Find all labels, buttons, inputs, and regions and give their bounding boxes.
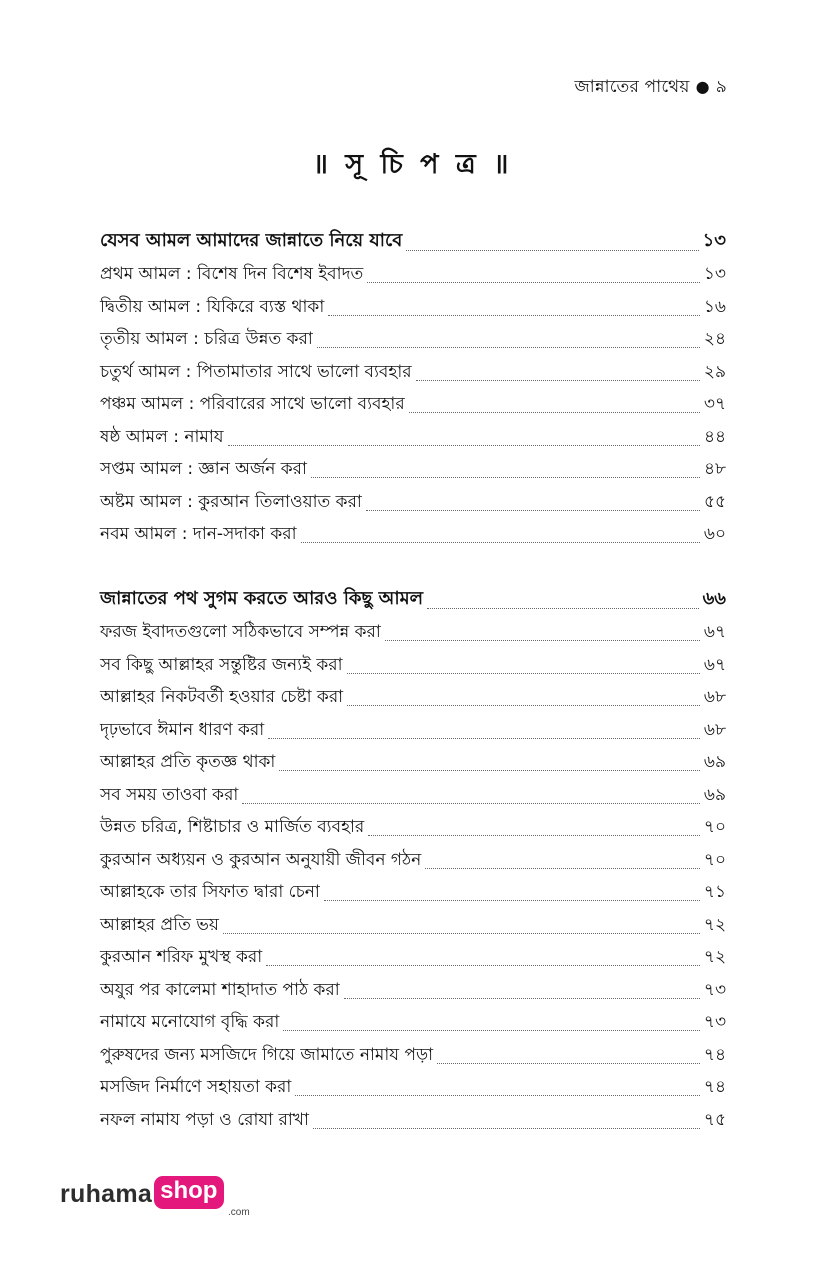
toc-entry-page: ৪৮ (703, 459, 726, 479)
toc-heading-page: ৬৬ (702, 587, 726, 609)
toc-entry-text: আল্লাহর প্রতি কৃতজ্ঞ থাকা (100, 752, 276, 772)
dot-leader (344, 998, 700, 999)
toc-entry-text: মসজিদ নির্মাণে সহায়তা করা (100, 1077, 292, 1097)
toc-entry (100, 322, 726, 355)
toc-entry-page: ৭৪ (703, 1077, 726, 1097)
dot-leader (283, 1030, 700, 1031)
toc-entry-page: ৬৮ (703, 687, 726, 707)
dot-leader (368, 835, 700, 836)
toc-entry-text: ফরজ ইবাদতগুলো সঠিকভাবে সম্পন্ন করা (100, 622, 381, 642)
toc-entry-page: ৭২ (703, 914, 726, 935)
toc-entry-page: ৭৫ (703, 1109, 726, 1130)
dot-leader (366, 510, 700, 511)
dot-leader (427, 608, 699, 609)
toc-entry (100, 1070, 726, 1103)
dot-leader (295, 1095, 700, 1096)
dot-leader (324, 900, 700, 901)
toc-entry-page: ৬৮ (703, 719, 726, 740)
toc-entry (100, 1005, 726, 1038)
toc-entry-text: প্রথম আমল : বিশেষ দিন বিশেষ ইবাদত (100, 264, 364, 284)
toc-entry-text: আল্লাহর প্রতি ভয় (100, 914, 219, 935)
toc-entry-text: নবম আমল : দান-সদাকা করা (100, 524, 297, 544)
logo-domain: .com (228, 1207, 250, 1218)
dot-leader (425, 868, 700, 869)
dot-leader (406, 250, 698, 251)
toc-entry-text: উন্নত চরিত্র, শিষ্টাচার ও মার্জিত ব্যবহার (100, 817, 365, 837)
toc-entry-text: ষষ্ঠ আমল : নামায (100, 426, 224, 447)
toc-entry-page: ৭২ (703, 947, 726, 967)
dot-leader (409, 412, 700, 413)
toc-entry-text: তৃতীয় আমল : চরিত্র উন্নত করা (100, 329, 313, 349)
bullet-separator: ● (695, 77, 710, 96)
toc-entry-text: অযুর পর কালেমা শাহাদাত পাঠ করা (100, 979, 340, 1000)
toc-section-1 (100, 224, 726, 549)
toc-entry (100, 647, 726, 680)
ruhamashop-watermark-logo (60, 1176, 250, 1220)
dot-leader (416, 380, 700, 381)
toc-entry (100, 452, 726, 485)
toc-entry (100, 810, 726, 843)
logo-shop-badge: shop (154, 1176, 224, 1209)
toc-entry (100, 289, 726, 322)
dot-leader (223, 933, 700, 934)
dot-leader (367, 282, 700, 283)
toc-entry-text: নামাযে মনোযোগ বৃদ্ধি করা (100, 1012, 280, 1032)
toc-entry (100, 257, 726, 290)
dot-leader (317, 347, 700, 348)
dot-leader (347, 673, 700, 674)
toc-entry (100, 1102, 726, 1135)
toc-entry (100, 1037, 726, 1070)
toc-entry (100, 745, 726, 778)
dot-leader (266, 965, 700, 966)
toc-heading-text: জান্নাতের পথ সুগম করতে আরও কিছু আমল (100, 587, 424, 609)
toc-entry (100, 387, 726, 420)
toc-entry-page: ৫৫ (703, 491, 726, 512)
toc-heading-page: ১৩ (702, 229, 726, 251)
toc-entry-text: পুরুষদের জন্য মসজিদে গিয়ে জামাতে নামায পড়া (100, 1044, 434, 1065)
dot-leader (313, 1128, 700, 1129)
toc-heading-text: যেসব আমল আমাদের জান্নাতে নিয়ে যাবে (100, 229, 403, 251)
page-title: ॥ সূ চি প ত্র ॥ (312, 149, 513, 180)
toc-section-2 (100, 582, 726, 1135)
toc-entry-page: ৭০ (703, 849, 726, 870)
toc-entry (100, 907, 726, 940)
toc-entry (100, 777, 726, 810)
toc-entry (100, 712, 726, 745)
dot-leader (228, 445, 700, 446)
toc-entry (100, 517, 726, 550)
toc-entry-page: ৬৭ (703, 622, 726, 642)
toc-entry (100, 972, 726, 1005)
dot-leader (301, 542, 700, 543)
toc-entry-page: ৩৭ (703, 394, 726, 414)
toc-entry-page: ৬০ (703, 524, 726, 544)
toc-entry-text: পঞ্চম আমল : পরিবারের সাথে ভালো ব্যবহার (100, 394, 405, 414)
toc-entry-page: ৭০ (703, 817, 726, 837)
toc-section-heading (100, 582, 726, 615)
dot-leader (437, 1063, 700, 1064)
toc-entry-page: ৭১ (703, 882, 726, 902)
dot-leader (328, 315, 700, 316)
toc-entry (100, 484, 726, 517)
dot-leader (242, 803, 700, 804)
dot-leader (347, 705, 700, 706)
toc-entry-text: সপ্তম আমল : জ্ঞান অর্জন করা (100, 459, 307, 479)
toc-entry-text: নফল নামায পড়া ও রোযা রাখা (100, 1109, 309, 1130)
toc-entry-page: ৬৯ (703, 784, 726, 805)
toc-entry-text: দৃঢ়ভাবে ঈমান ধারণ করা (100, 719, 265, 740)
logo-word: ruhama (60, 1180, 153, 1208)
toc-entry-text: কুরআন শরিফ মুখস্থ করা (100, 947, 263, 967)
toc-entry (100, 940, 726, 973)
toc-entry-text: আল্লাহর নিকটবর্তী হওয়ার চেষ্টা করা (100, 687, 344, 707)
toc-entry (100, 842, 726, 875)
toc-entry-text: আল্লাহকে তার সিফাত দ্বারা চেনা (100, 882, 320, 902)
toc-entry-page: ১৩ (703, 264, 726, 284)
toc-entry-page: ১৬ (703, 296, 726, 317)
toc-entry (100, 615, 726, 648)
toc-entry (100, 419, 726, 452)
dot-leader (268, 738, 700, 739)
dot-leader (311, 477, 700, 478)
toc-entry-text: অষ্টম আমল : কুরআন তিলাওয়াত করা (100, 491, 362, 512)
toc-section-heading (100, 224, 726, 257)
toc-entry (100, 680, 726, 713)
toc-entry-text: সব সময় তাওবা করা (100, 784, 239, 805)
toc-entry-page: ৬৭ (703, 654, 726, 675)
toc-entry-text: কুরআন অধ্যয়ন ও কুরআন অনুযায়ী জীবন গঠন (100, 849, 422, 870)
page-number: ৯ (715, 77, 727, 97)
toc-entry-text: চতুর্থ আমল : পিতামাতার সাথে ভালো ব্যবহার (100, 361, 412, 382)
toc-entry (100, 875, 726, 908)
toc-entry-page: ৭৩ (703, 979, 726, 1000)
toc-entry (100, 354, 726, 387)
running-head (575, 74, 727, 102)
toc-entry-page: ২৯ (703, 361, 726, 382)
dot-leader (279, 770, 700, 771)
toc-entry-page: ৭৩ (703, 1012, 726, 1032)
toc-entry-text: দ্বিতীয় আমল : যিকিরে ব্যস্ত থাকা (100, 296, 325, 317)
toc-entry-page: ৬৯ (703, 752, 726, 772)
toc-entry-text: সব কিছু আল্লাহর সন্তুষ্টির জন্যই করা (100, 654, 343, 675)
book-title: জান্নাতের পাথেয় (574, 77, 690, 97)
toc-entry-page: ৪৪ (703, 426, 726, 447)
toc-entry-page: ২৪ (703, 329, 726, 349)
toc-entry-page: ৭৪ (703, 1044, 726, 1065)
dot-leader (385, 640, 700, 641)
